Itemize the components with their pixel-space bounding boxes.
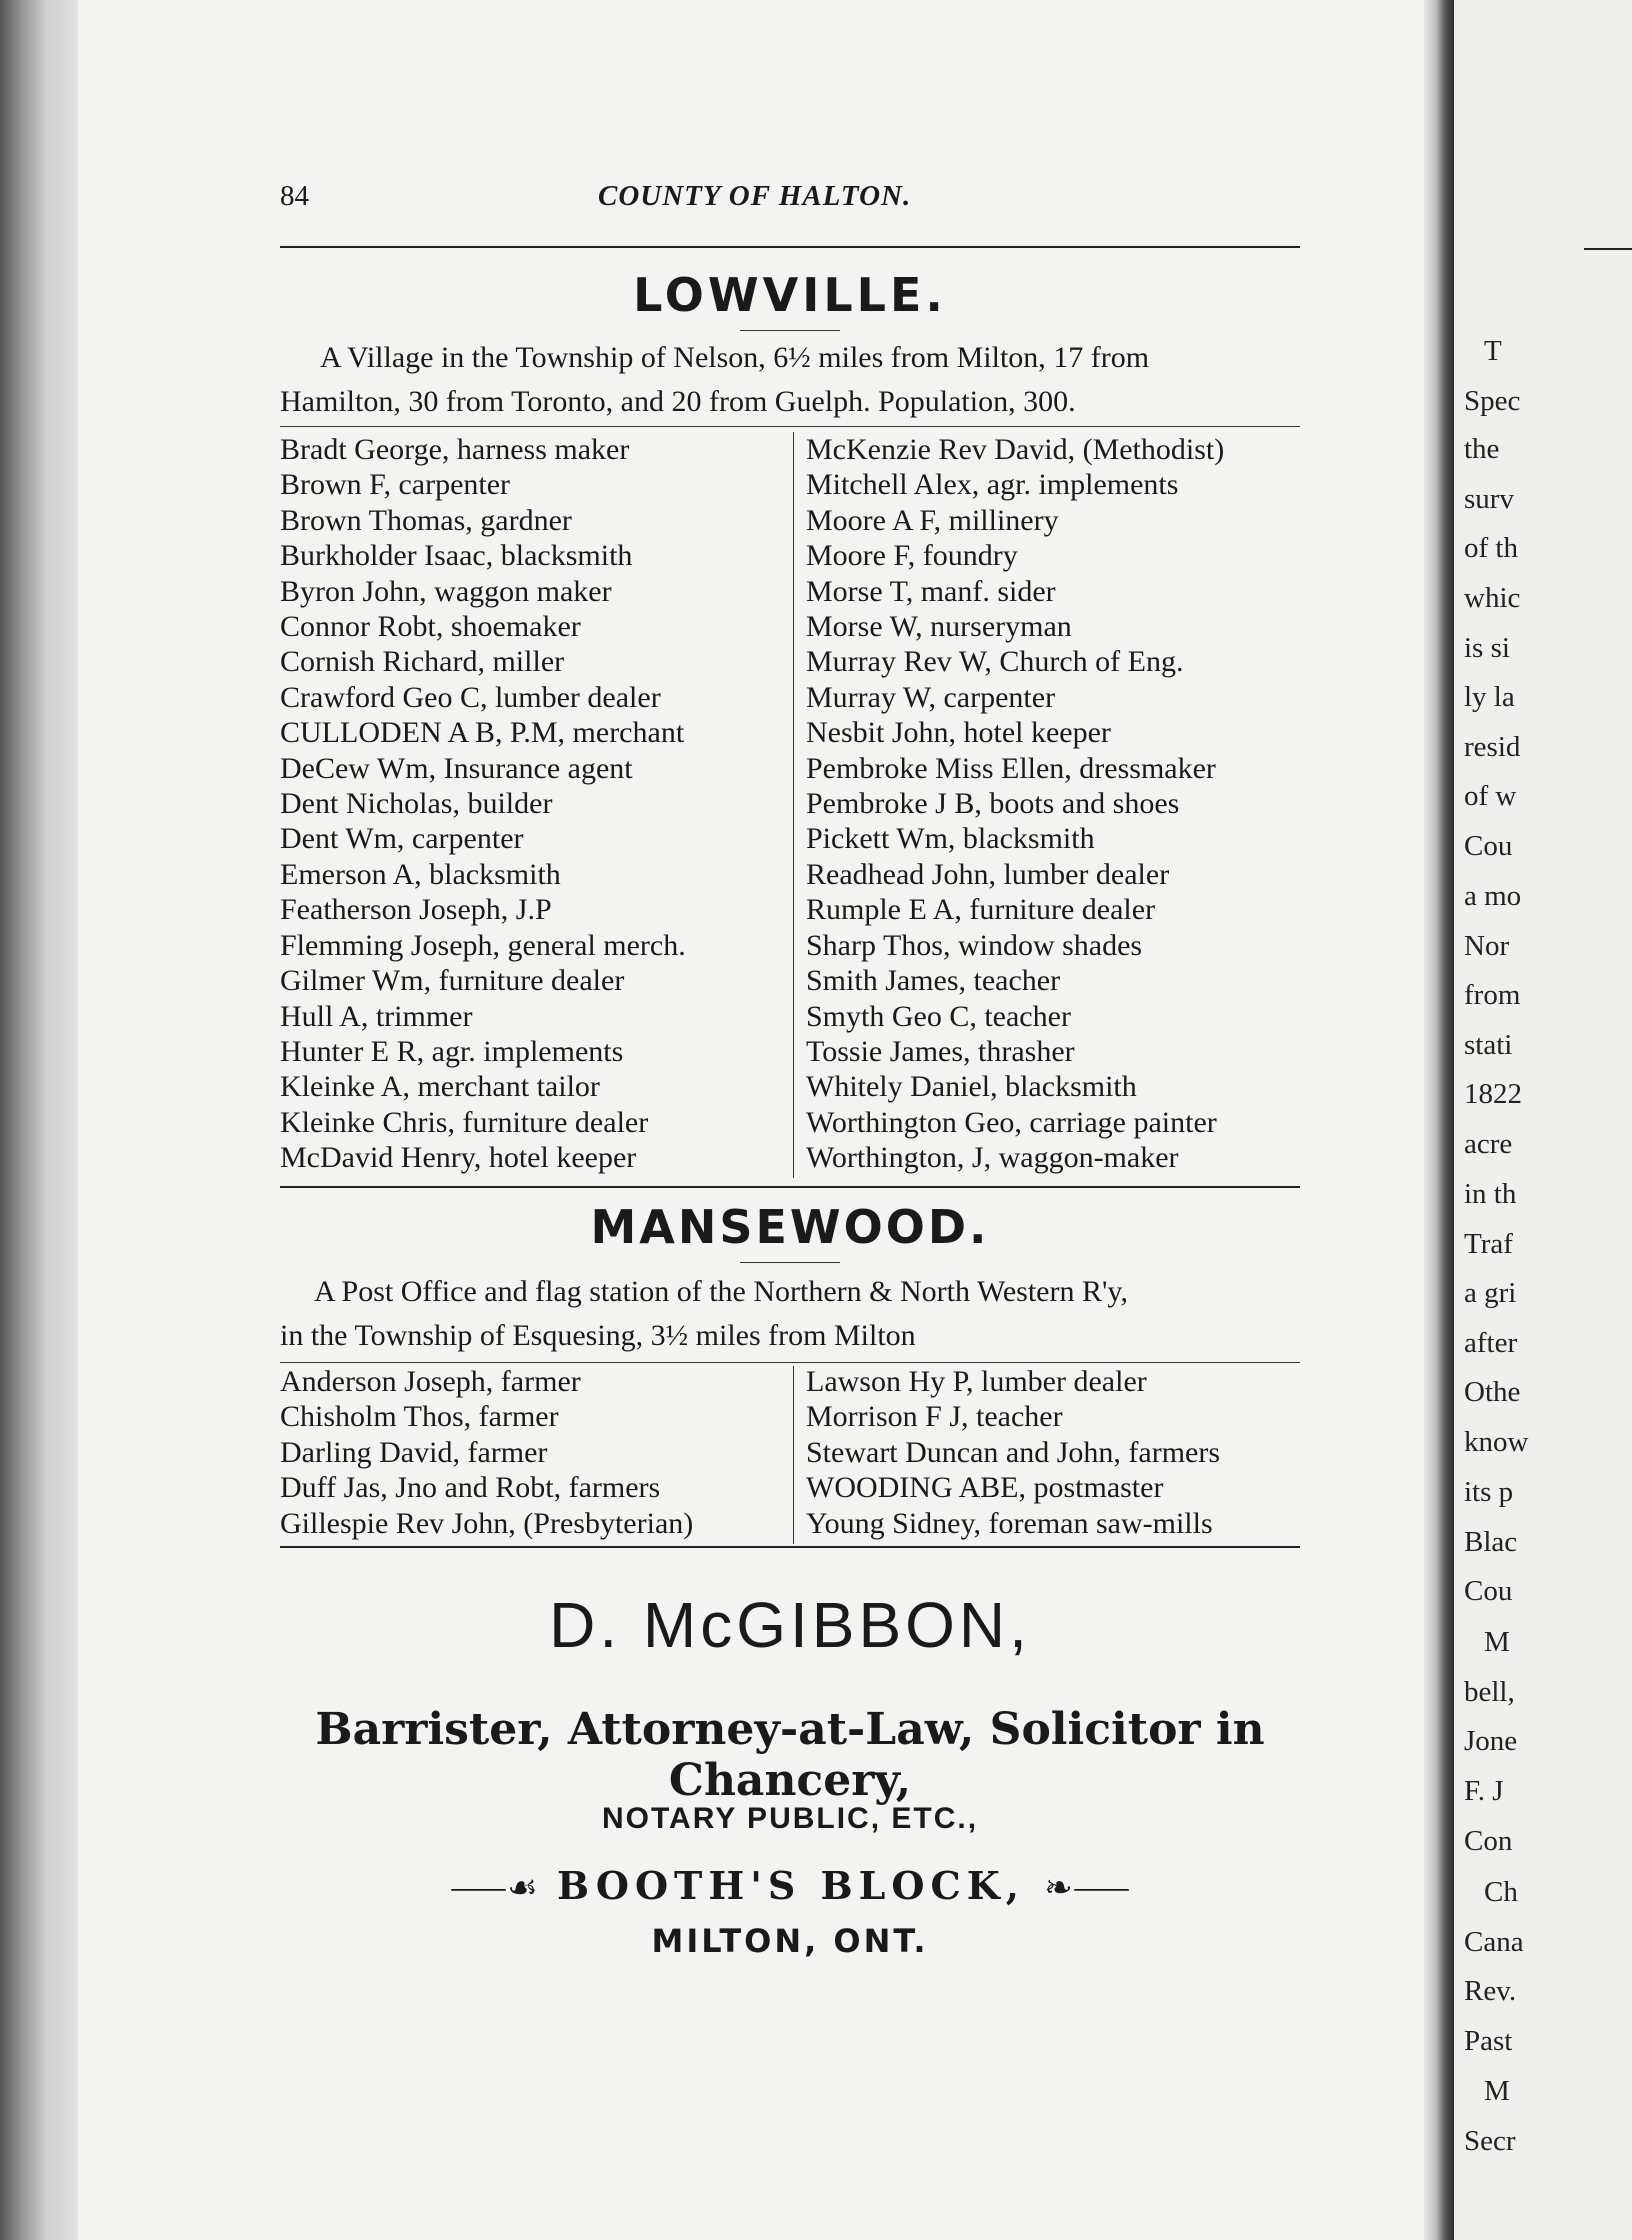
mansewood-right-column <box>806 1364 1220 1541</box>
left-flourish-icon: ⸺☙ <box>449 1868 538 1908</box>
facing-page-line: surv <box>1464 483 1514 515</box>
facing-page-line: from <box>1464 979 1521 1011</box>
facing-page-line: resid <box>1464 731 1521 763</box>
facing-page-line: Jone <box>1464 1725 1518 1757</box>
directory-entry: McKenzie Rev David, (Methodist) <box>806 433 1225 466</box>
facing-page-line: a mo <box>1464 880 1522 912</box>
directory-entry: Gilmer Wm, furniture dealer <box>280 964 625 998</box>
directory-entry: Smith James, teacher <box>806 964 1061 998</box>
mansewood-intro <box>280 1270 1300 1358</box>
directory-entry: Nesbit John, hotel keeper <box>806 716 1111 750</box>
facing-page-line: the <box>1464 433 1500 465</box>
facing-page-line: Traf <box>1464 1228 1513 1260</box>
lowville-title-rule <box>740 330 840 331</box>
book-left-edge <box>0 0 78 2240</box>
directory-entry: Worthington Geo, carriage painter <box>806 1105 1217 1139</box>
facing-page <box>1454 0 1632 2240</box>
directory-entry: Dent Nicholas, builder <box>280 787 553 821</box>
facing-page-line: T <box>1484 335 1502 367</box>
facing-page-header-rule <box>1584 248 1632 250</box>
facing-page-line: whic <box>1464 582 1521 614</box>
facing-page-line: Othe <box>1464 1376 1521 1408</box>
directory-entry: Kleinke A, merchant tailor <box>280 1070 600 1104</box>
directory-entry: Gillespie Rev John, (Presbyterian) <box>280 1506 694 1540</box>
directory-entry: Rumple E A, furniture dealer <box>806 893 1156 927</box>
directory-entry: Emerson A, blacksmith <box>280 857 561 891</box>
facing-page-line: ly la <box>1464 681 1515 713</box>
facing-page-line: know <box>1464 1426 1529 1458</box>
directory-entry: Cornish Richard, miller <box>280 645 565 679</box>
facing-page-line: Nor <box>1464 930 1510 962</box>
directory-entry: Moore F, foundry <box>806 539 1018 573</box>
facing-page-line: Past <box>1464 2025 1513 2057</box>
directory-entry: Featherson Joseph, J.P <box>280 893 552 927</box>
lowville-bottom-rule <box>280 1186 1300 1188</box>
ad-city: MILTON, ONT. <box>651 1922 929 1960</box>
directory-entry: Dent Wm, carpenter <box>280 822 524 856</box>
directory-entry: Readhead John, lumber dealer <box>806 857 1170 891</box>
directory-entry: Young Sidney, foreman saw-mills <box>806 1506 1213 1540</box>
book-spine <box>1424 0 1454 2240</box>
directory-entry: Hunter E R, agr. implements <box>280 1034 624 1068</box>
directory-entry: Moore A F, millinery <box>806 503 1059 537</box>
lowville-left-column <box>280 432 686 1176</box>
mansewood-intro-line-1: A Post Office and flag station of the Northern & North Western R'y, <box>314 1275 1128 1308</box>
mansewood-title-rule <box>740 1262 840 1263</box>
lowville-list-top-rule <box>280 426 1300 427</box>
mansewood-list-top-rule <box>280 1362 1300 1363</box>
facing-page-line: Spec <box>1464 385 1521 417</box>
facing-page-line: of w <box>1464 780 1517 812</box>
directory-entry: Burkholder Isaac, blacksmith <box>280 539 633 573</box>
ad-notary: NOTARY PUBLIC, ETC., <box>601 1802 979 1835</box>
directory-entry: Smyth Geo C, teacher <box>806 999 1071 1033</box>
facing-page-line: a gri <box>1464 1277 1517 1309</box>
directory-entry: Pickett Wm, blacksmith <box>806 822 1095 856</box>
facing-page-line: Ch <box>1484 1876 1518 1908</box>
directory-entry: Flemming Joseph, general merch. <box>280 928 686 962</box>
directory-entry: Mitchell Alex, agr. implements <box>806 468 1179 502</box>
facing-page-line: Rev. <box>1464 1975 1517 2007</box>
facing-page-line: stati <box>1464 1029 1513 1061</box>
mansewood-bottom-rule <box>280 1546 1300 1548</box>
lowville-right-column <box>806 432 1224 1176</box>
facing-page-line: Cana <box>1464 1926 1524 1958</box>
ad-block: BOOTH'S BLOCK, <box>557 1863 1025 1908</box>
lowville-intro-line-2: Hamilton, 30 from Toronto, and 20 from Guelph. Population, 300. <box>280 385 1076 418</box>
directory-entry: DeCew Wm, Insurance agent <box>280 751 633 785</box>
directory-entry: Hull A, trimmer <box>280 999 473 1033</box>
directory-entry: Duff Jas, Jno and Robt, farmers <box>280 1471 661 1505</box>
directory-entry: Bradt George, harness maker <box>280 433 630 466</box>
page-number: 84 <box>280 180 309 212</box>
facing-page-line: acre <box>1464 1128 1513 1160</box>
directory-entry: Sharp Thos, window shades <box>806 928 1143 962</box>
directory-entry: Murray Rev W, Church of Eng. <box>806 645 1184 679</box>
directory-entry: Pembroke Miss Ellen, dressmaker <box>806 751 1216 785</box>
lowville-column-divider <box>793 432 794 1178</box>
facing-page-line: Secr <box>1464 2125 1516 2157</box>
directory-entry: Brown F, carpenter <box>280 468 511 502</box>
lowville-intro-line-1: A Village in the Township of Nelson, 6½ miles from Milton, 17 from <box>320 341 1150 374</box>
facing-page-line: is si <box>1464 632 1510 664</box>
mansewood-left-column <box>280 1364 693 1541</box>
directory-entry: Worthington, J, waggon-maker <box>806 1141 1179 1175</box>
facing-page-line: in th <box>1464 1178 1517 1210</box>
directory-entry: Pembroke J B, boots and shoes <box>806 787 1180 821</box>
directory-entry: Lawson Hy P, lumber dealer <box>806 1365 1147 1398</box>
facing-page-line: Cou <box>1464 830 1513 862</box>
facing-page-line: F. J <box>1464 1775 1504 1807</box>
lowville-title: LOWVILLE. <box>633 268 947 322</box>
directory-entry: Kleinke Chris, furniture dealer <box>280 1105 649 1139</box>
directory-entry: Murray W, carpenter <box>806 680 1056 714</box>
directory-entry: WOODING ABE, postmaster <box>806 1471 1164 1505</box>
facing-page-line: Cou <box>1464 1575 1513 1607</box>
directory-entry: Crawford Geo C, lumber dealer <box>280 680 661 714</box>
running-title: COUNTY OF HALTON. <box>598 180 912 212</box>
facing-page-line: of th <box>1464 532 1518 564</box>
directory-entry: Whitely Daniel, blacksmith <box>806 1070 1137 1104</box>
facing-page-line: 1822 <box>1464 1078 1522 1110</box>
directory-entry: Morrison F J, teacher <box>806 1400 1063 1434</box>
directory-entry: McDavid Henry, hotel keeper <box>280 1141 637 1175</box>
directory-entry: Chisholm Thos, farmer <box>280 1400 559 1434</box>
mansewood-column-divider <box>793 1366 794 1544</box>
facing-page-line: its p <box>1464 1476 1514 1508</box>
ad-block-line <box>280 1860 1300 1909</box>
directory-entry: CULLODEN A B, P.M, merchant <box>280 716 685 750</box>
directory-entry: Morse W, nurseryman <box>806 610 1072 644</box>
directory-entry: Tossie James, thrasher <box>806 1034 1075 1068</box>
page-header <box>280 180 1300 220</box>
facing-page-line: after <box>1464 1327 1518 1359</box>
directory-entry: Stewart Duncan and John, farmers <box>806 1435 1221 1469</box>
facing-page-line: Blac <box>1464 1526 1518 1558</box>
directory-entry: Brown Thomas, gardner <box>280 503 572 537</box>
mansewood-intro-line-2: in the Township of Esquesing, 3½ miles from Milton <box>280 1319 916 1352</box>
lowville-intro <box>280 336 1300 424</box>
directory-entry: Connor Robt, shoemaker <box>280 610 581 644</box>
facing-page-line: M <box>1484 1626 1510 1658</box>
directory-entry: Darling David, farmer <box>280 1435 548 1469</box>
directory-entry: Anderson Joseph, farmer <box>280 1365 581 1398</box>
facing-page-line: bell, <box>1464 1676 1515 1708</box>
directory-entry: Byron John, waggon maker <box>280 574 612 608</box>
facing-page-line: M <box>1484 2075 1510 2107</box>
facing-page-line: Con <box>1464 1825 1513 1857</box>
ad-name: D. McGIBBON, <box>549 1589 1031 1661</box>
mansewood-title: MANSEWOOD. <box>590 1200 990 1254</box>
directory-entry: Morse T, manf. sider <box>806 574 1056 608</box>
header-rule <box>280 246 1300 248</box>
right-flourish-icon: ❧⸺ <box>1044 1868 1131 1908</box>
ad-profession: Barrister, Attorney-at-Law, Solicitor in Chancery, <box>315 1704 1265 1806</box>
